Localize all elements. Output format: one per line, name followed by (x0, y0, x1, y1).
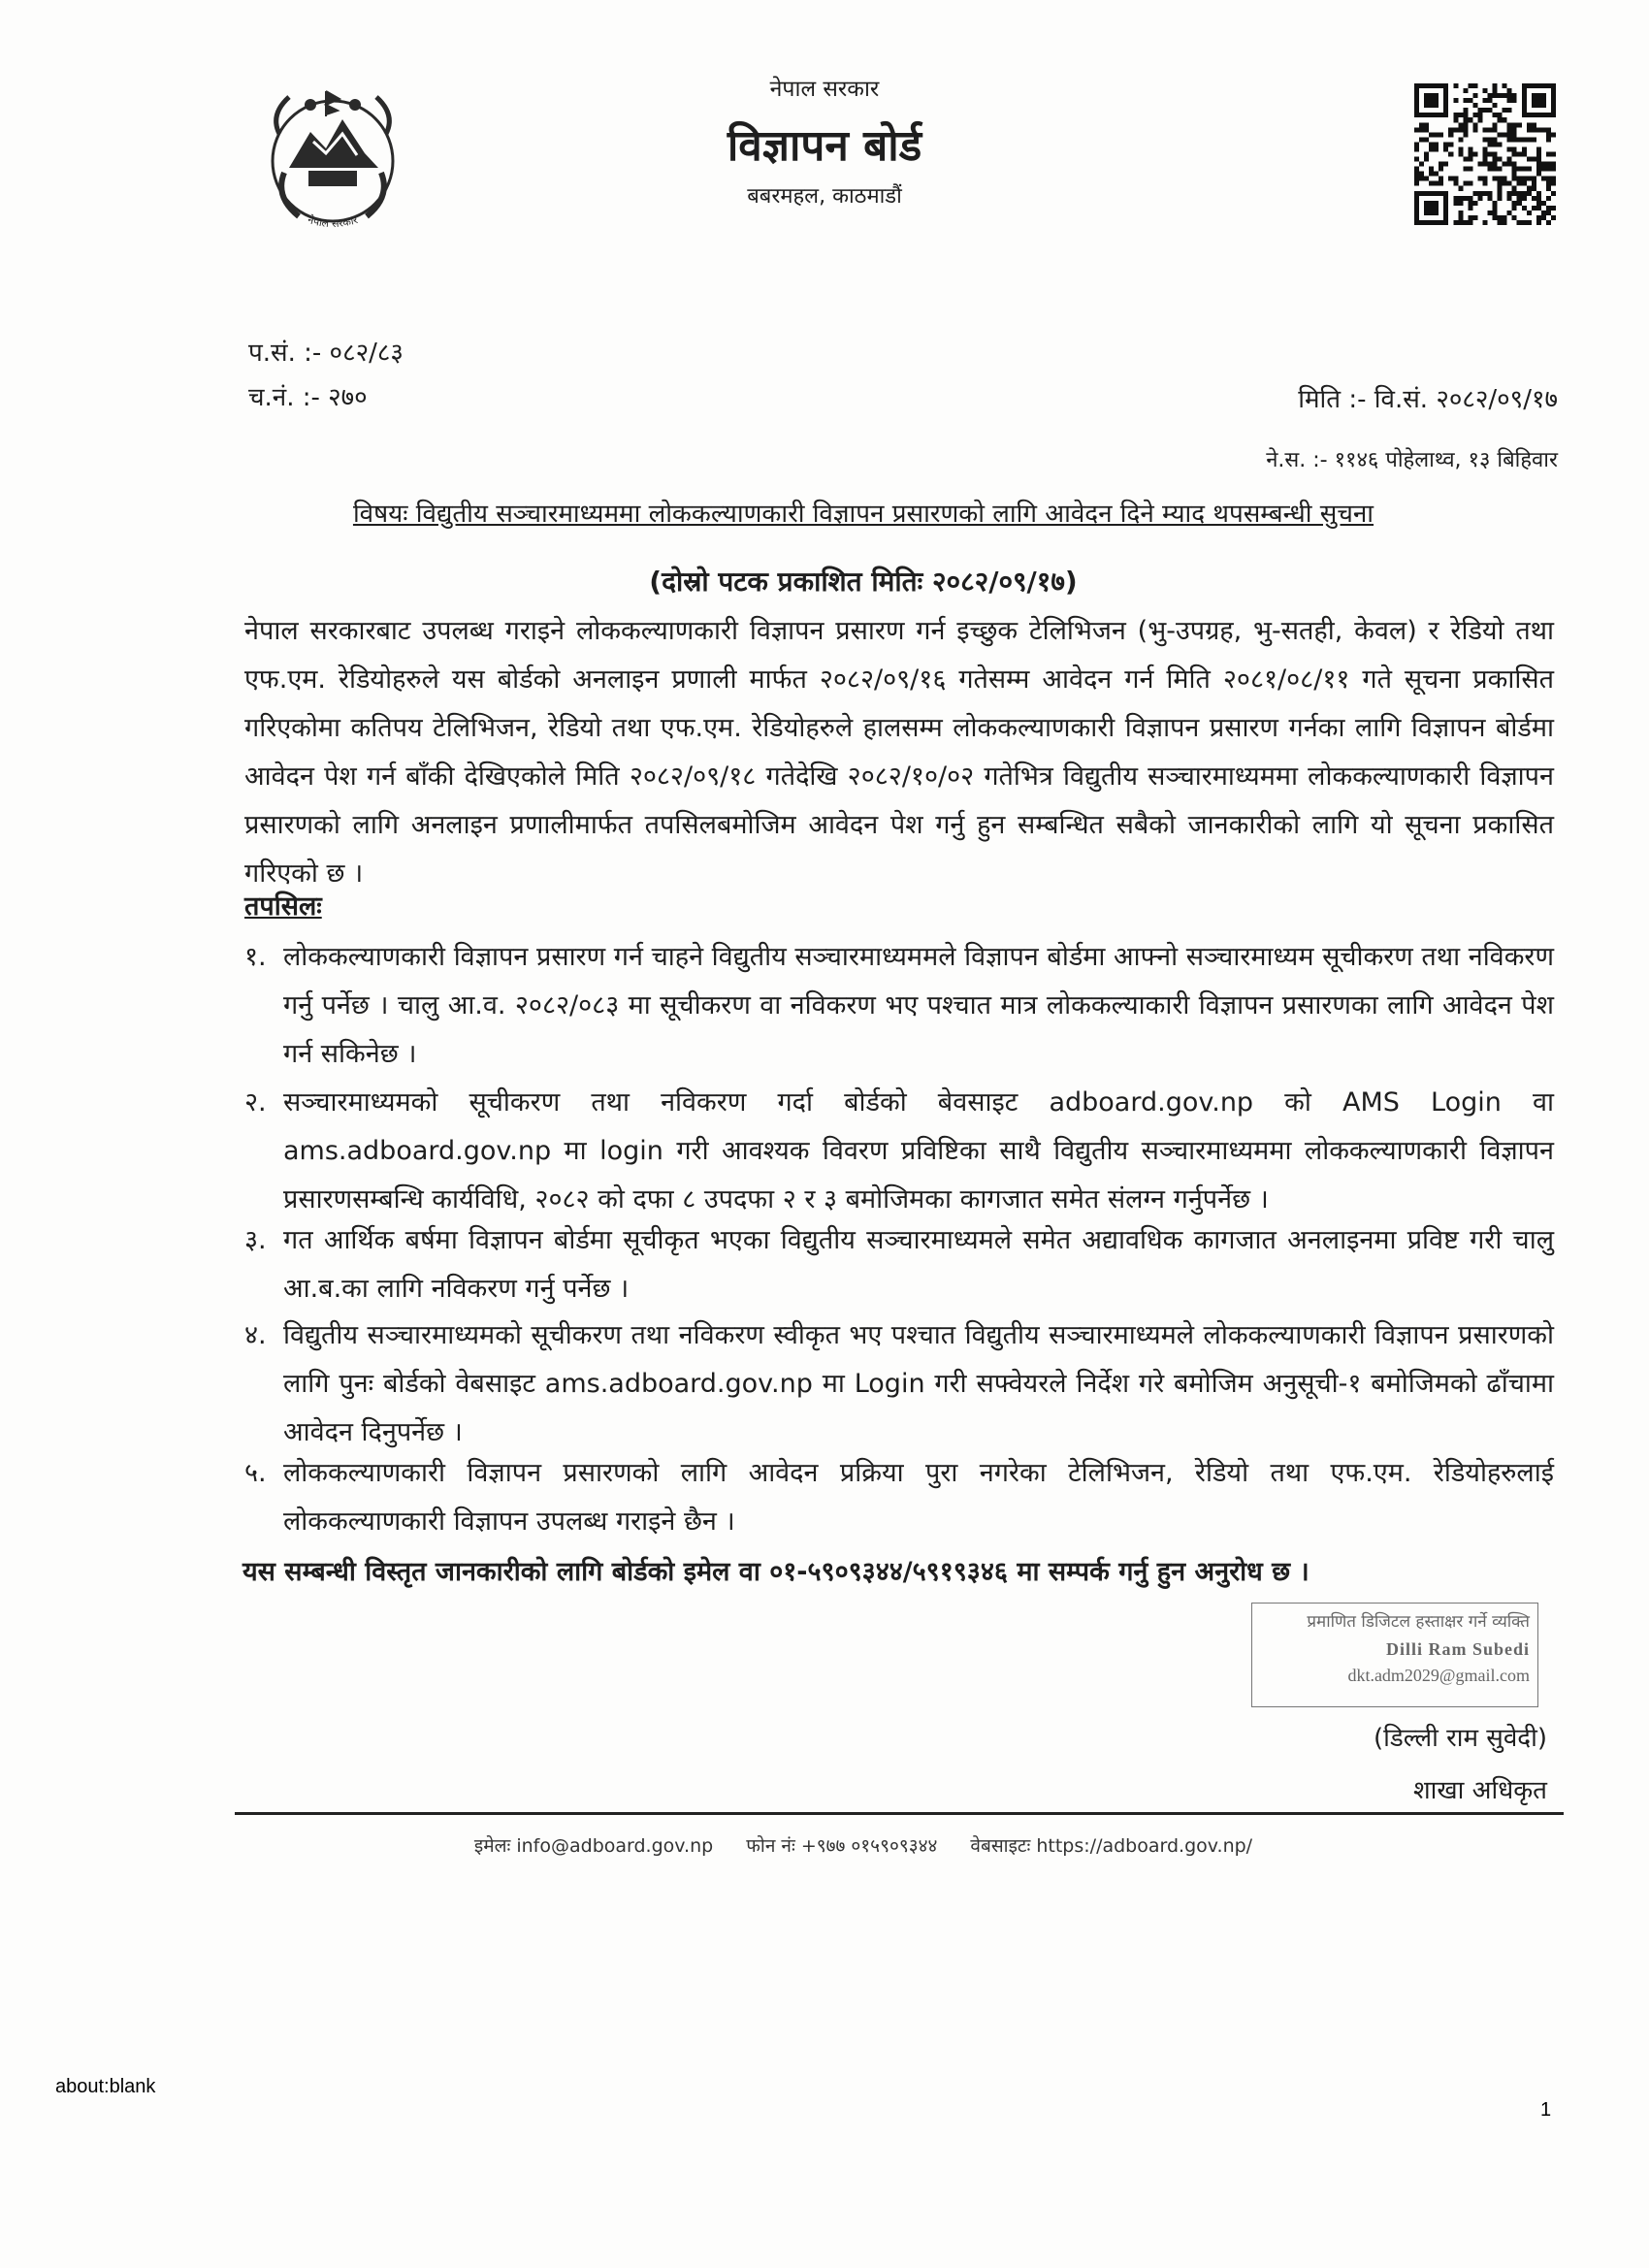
list-item-number: १. (244, 942, 267, 972)
signature-box-label: प्रमाणित डिजिटल हस्ताक्षर गर्ने व्यक्ति (1307, 1612, 1530, 1632)
footer-website: वेबसाइटः https://adboard.gov.np/ (970, 1835, 1253, 1857)
notice-subject: विषयः विद्युतीय सञ्चारमाध्यममा लोककल्याणकारी विज्ञापन प्रसारणको लागि आवेदन दिने म्याद थपसम्बन्धी सुचना (352, 500, 1374, 529)
list-item-number: २. (244, 1087, 267, 1118)
signature-box-name: Dilli Ram Subedi (1385, 1639, 1530, 1659)
footer-contact (233, 1832, 1494, 1858)
board-name: विज्ञापन बोर्ड (727, 121, 922, 171)
list-item (244, 933, 1554, 1079)
emblem-motto: नेपाल सरकार (306, 212, 360, 231)
contact-request: यस सम्बन्धी विस्तृत जानकारीको लागि बोर्डको इमेल वा ०१-५९०९३४४/५९१९३४६ मा सम्पर्क गर्नु हुन अनुरोध छ । (242, 1557, 1310, 1587)
list-item-text: गत आर्थिक बर्षमा विज्ञापन बोर्डमा सूचीकृत भएका विद्युतीय सञ्चारमाध्यमले समेत अद्यावधिक कागजात अनलाइनमा प्रविष्ट गरी चालु आ.ब.का लागि नविकरण गर्नु पर्नेछ । (283, 1225, 1554, 1304)
signer-title: शाखा अधिकृत (1412, 1776, 1547, 1805)
list-item (244, 1216, 1554, 1313)
list-item-text: सञ्चारमाध्यमको सूचीकरण तथा नविकरण गर्दा बोर्डको बेवसाइट adboard.gov.np को AMS Login वा ams.adboard.gov.np मा login गरी आवश्यक विवरण प्रविष्टिका साथै विद्युतीय सञ्चारमाध्यममा लोककल्याणकारी विज्ञापन प्रसारणसम्बन्धि कार्यविधि, २०८२ को दफा ८ उपदफा २ र ३ बमोजिमका कागजात समेत संलग्न गर्नुपर्नेछ । (283, 1087, 1554, 1215)
list-item (244, 1312, 1554, 1457)
list-item-number: ३. (244, 1225, 267, 1255)
list-item-text: विद्युतीय सञ्चारमाध्यमको सूचीकरण तथा नविकरण स्वीकृत भए पश्चात विद्युतीय सञ्चारमाध्यमले लोककल्याणकारी विज्ञापन प्रसारणको लागि पुनः बोर्डको वेबसाइट ams.adboard.gov.np मा Login गरी सफ्वेयरले निर्देश गरे बमोजिम अनुसूची-१ बमोजिमको ढाँचामा आवेदन दिनुपर्नेछ । (283, 1320, 1554, 1447)
footer-phone: फोन नंः +९७७ ०१५९०९३४४ (746, 1835, 938, 1857)
list-item (244, 1079, 1554, 1224)
dispatch-number: च.नं. :- २७० (248, 383, 368, 412)
signature-box-email: dkt.adm2029@gmail.com (1347, 1666, 1530, 1685)
digital-signature-box (1251, 1603, 1538, 1707)
qr-code-icon (1414, 83, 1556, 225)
signer-name: (डिल्ली राम सुवेदी) (1373, 1724, 1547, 1753)
print-url-label: about:blank (55, 2076, 156, 2097)
list-item-text: लोककल्याणकारी विज्ञापन प्रसारणको लागि आवेदन प्रक्रिया पुरा नगरेका टेलिभिजन, रेडियो तथा एफ.एम. रेडियोहरुलाई लोककल्याणकारी विज्ञापन उपलब्ध गराइने छैन । (283, 1458, 1554, 1537)
footer-email: इमेलः info@adboard.gov.np (473, 1835, 714, 1857)
intro-paragraph: नेपाल सरकारबाट उपलब्ध गराइने लोककल्याणकारी विज्ञापन प्रसारण गर्न इच्छुक टेलिभिजन (भु-उपग्रह, भु-सतही, केवल) र रेडियो तथा एफ.एम. रेडियोहरुले यस बोर्डको अनलाइन प्रणाली मार्फत २०८२/०९/१६ गतेसम्म आवेदन गर्न मिति २०८१/०८/११ गते सूचना प्रकासित गरिएकोमा कतिपय टेलिभिजन, रेडियो तथा एफ.एम. रेडियोहरुले हालसम्म लोककल्याणकारी विज्ञापन प्रसारण गर्नका लागि विज्ञापन बोर्डमा आवेदन पेश गर्न बाँकी देखिएकोले मिति २०८२/०९/१८ गतेदेखि २०८२/१०/०२ गतेभित्र विद्युतीय सञ्चारमाध्यममा लोककल्याणकारी विज्ञापन प्रसारणको लागि अनलाइन प्रणालीमार्फत तपसिलबमोजिम आवेदन पेश गर्नु हुन सम्बन्धित सबैको जानकारीको लागि यो सूचना प्रकासित गरिएको छ । (244, 616, 1554, 889)
page-number: 1 (1540, 2099, 1552, 2121)
board-address: बबरमहल, काठमाडौं (747, 184, 902, 209)
nepal-sambat-date: ने.स. :- ११४६ पोहेलाथ्व, १३ बिहिवार (1266, 448, 1558, 472)
list-item-number: ५. (244, 1458, 267, 1488)
footer-divider (235, 1812, 1564, 1815)
letter-number: प.सं. :- ०८२/८३ (248, 339, 404, 368)
list-item-number: ४. (244, 1320, 267, 1350)
details-heading: तपसिलः (244, 891, 322, 922)
issue-date: मिति :- वि.सं. २०८२/०९/१७ (1298, 385, 1558, 414)
published-date: (दोस्रो पटक प्रकाशित मितिः २०८२/०९/१७) (649, 566, 1078, 598)
svg-text:नेपाल सरकार (307, 213, 360, 230)
government-name: नेपाल सरकार (769, 77, 880, 102)
list-item-text: लोककल्याणकारी विज्ञापन प्रसारण गर्न चाहने विद्युतीय सञ्चारमाध्यममले विज्ञापन बोर्डमा आफ्नो सञ्चारमाध्यम सूचीकरण तथा नविकरण गर्नु पर्नेछ । चालु आ.व. २०८२/०८३ मा सूचीकरण वा नविकरण भए पश्चात मात्र लोककल्याकारी विज्ञापन प्रसारणका लागि आवेदन पेश गर्न सकिनेछ । (283, 942, 1554, 1069)
nepal-government-emblem-icon (250, 76, 415, 241)
list-item (244, 1449, 1554, 1546)
